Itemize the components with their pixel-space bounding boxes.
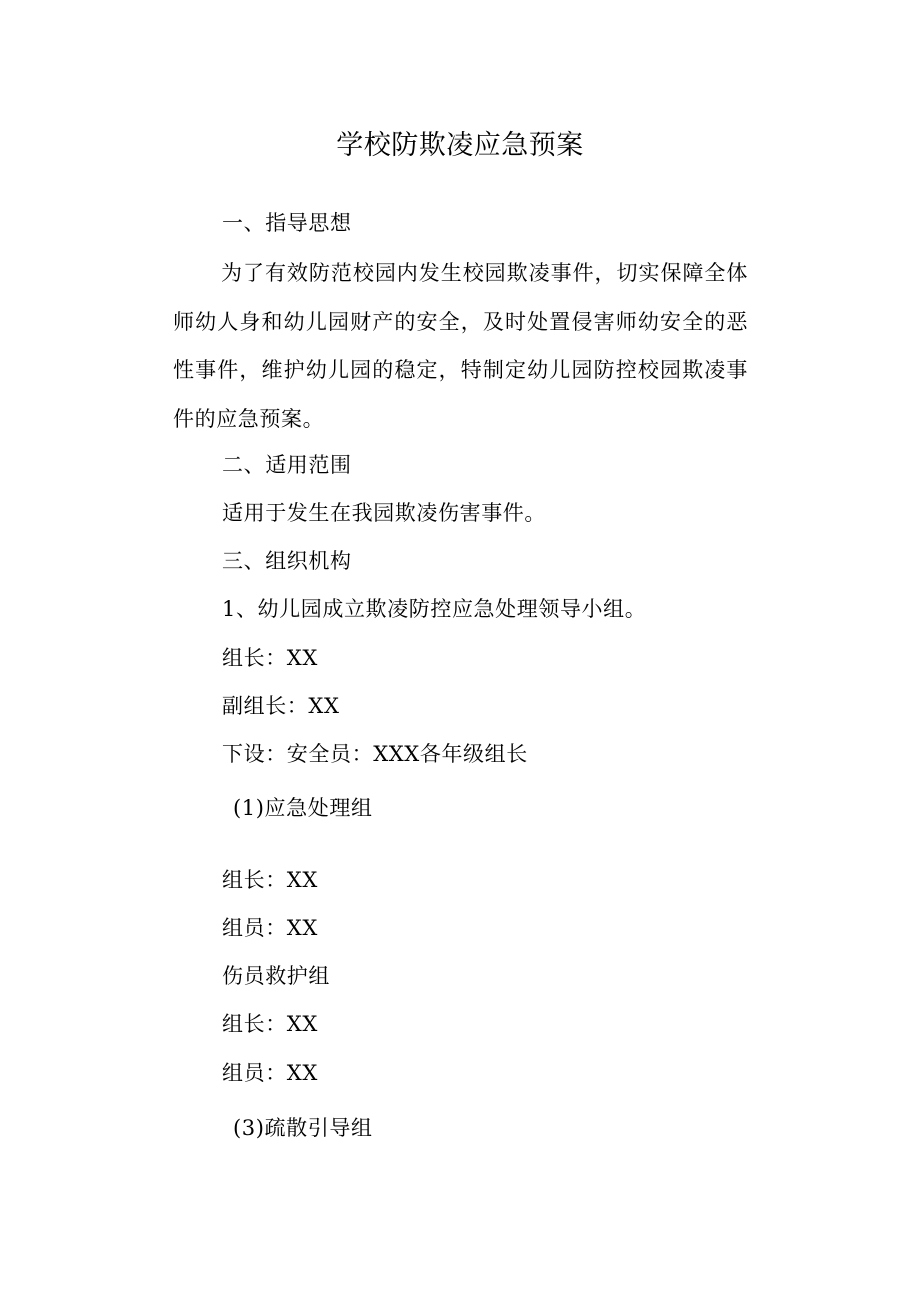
document-title: 学校防欺凌应急预案 <box>336 130 584 161</box>
section-heading-scope: 二、适用范围 <box>222 453 352 477</box>
group-emergency-handling-title: (1)应急处理组 <box>233 796 373 820</box>
deputy-leader-line: 副组长：XX <box>222 694 340 718</box>
section-heading-organization: 三、组织机构 <box>222 549 352 573</box>
group-evacuation-title: (3)疏散引导组 <box>233 1116 373 1140</box>
group-injury-rescue-leader: 组长：XX <box>222 1012 318 1036</box>
group-injury-rescue-title: 伤员救护组 <box>222 964 330 988</box>
item-leadership-group: 1、幼儿园成立欺凌防控应急处理领导小组。 <box>222 597 647 621</box>
group-emergency-handling-leader: 组长：XX <box>222 868 318 892</box>
section-heading-guiding-ideology: 一、指导思想 <box>222 211 352 235</box>
leader-line: 组长：XX <box>222 646 318 670</box>
group-emergency-handling-member: 组员：XX <box>222 916 318 940</box>
subordinate-line: 下设：安全员：XXX各年级组长 <box>222 742 528 766</box>
section-body-guiding-ideology: 为了有效防范校园内发生校园欺凌事件，切实保障全体师幼人身和幼儿园财产的安全，及时处置侵害师幼安全的恶性事件，维护幼儿园的稳定，特制定幼儿园防控校园欺凌事件的应急预案。 <box>173 261 748 431</box>
section-body-scope: 适用于发生在我园欺凌伤害事件。 <box>222 501 546 525</box>
group-injury-rescue-member: 组员：XX <box>222 1061 318 1085</box>
